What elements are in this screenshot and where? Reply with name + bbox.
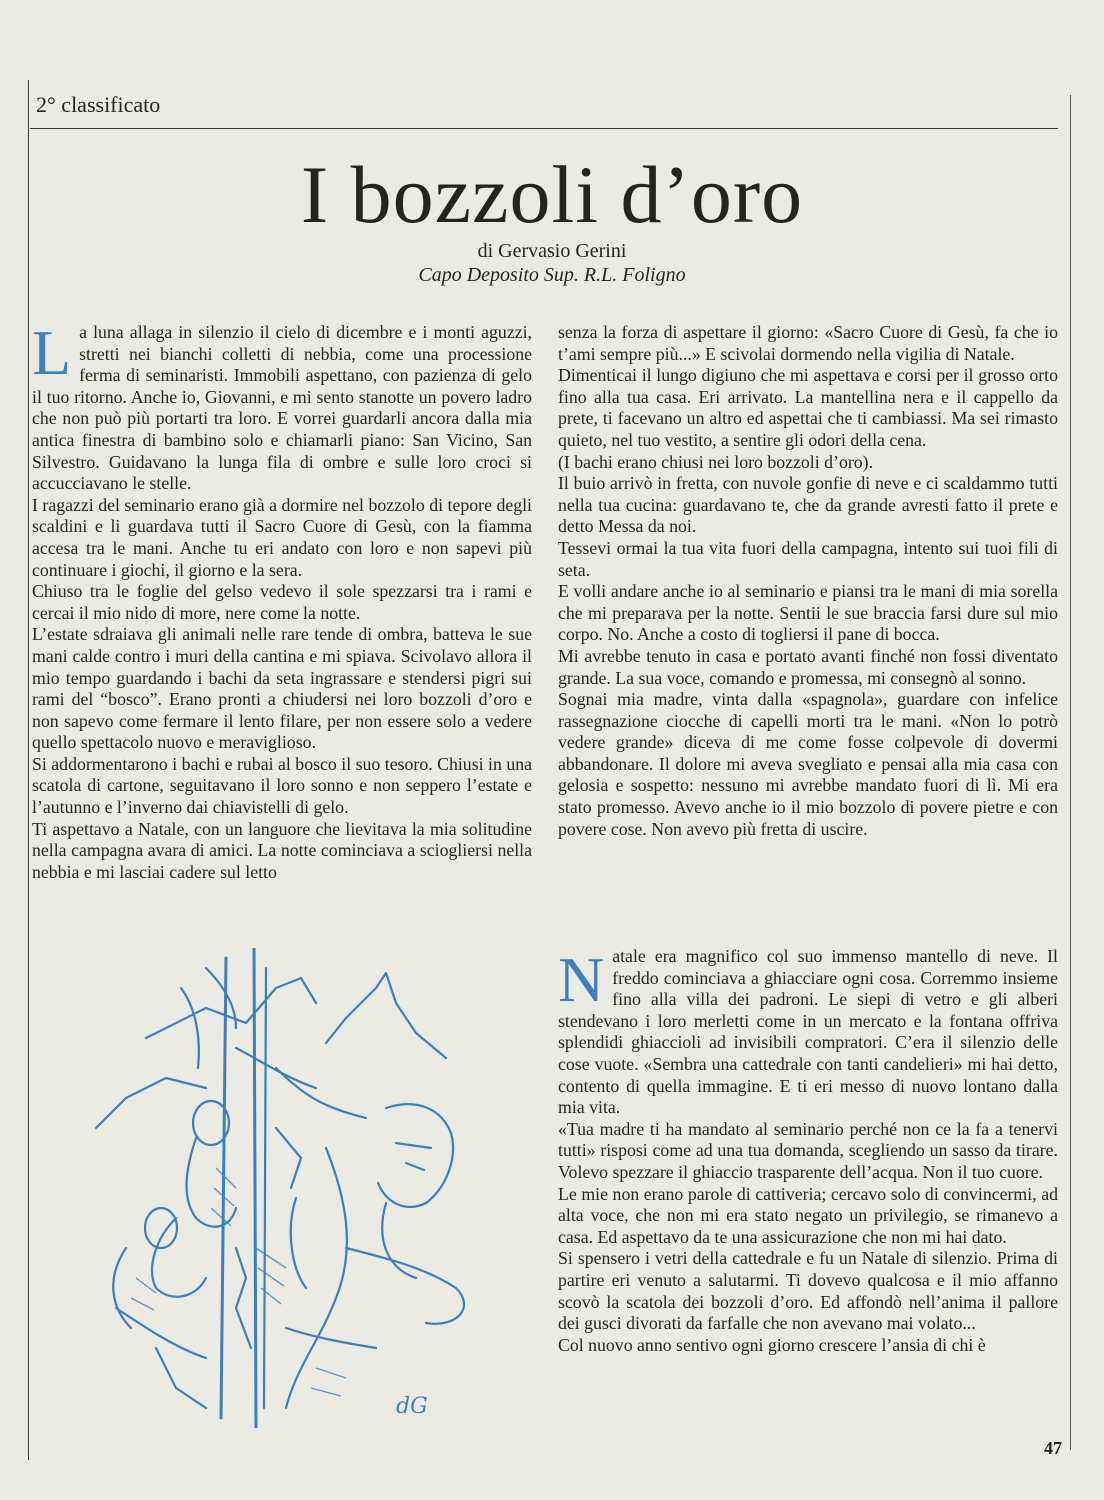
paragraph: (I bachi erano chiusi nei loro bozzoli d’oro).	[558, 451, 874, 472]
page-number: 47	[1044, 1438, 1062, 1458]
paragraph: «Tua madre ti ha mandato al seminario perché non ce la fa a tenervi tutti» risposi come ad una tua domanda, scegliendo un sasso da tirare. Volevo spezzare il ghiaccio trasparente dell’acqua. Non il tuo cuore.	[558, 1118, 1058, 1182]
right-margin-rule	[1070, 95, 1071, 1450]
blue-ink-illustration	[86, 948, 486, 1428]
drop-cap: N	[558, 944, 605, 1015]
paragraph: Sognai mia madre, vinta dalla «spagnola», guardare con infelice rassegnazione ciocche di capelli morti tra le mani. «Non lo potrò vedere grande» diceva di me come fosse colpevole di dovermi abbandonare. Il dolore mi aveva svegliato e pensai alla mia casa con gelosia e sospetto: nessuno mi avrebbe mandato fuori di lì. Mi era stato promesso. Avevo anche io il mio bozzolo di povere pietre e con povere cose. Non avevo più fretta di uscire.	[558, 689, 1058, 839]
illustration-signature: dG	[396, 1394, 428, 1419]
right-column-top	[558, 322, 1058, 840]
paragraph: Il buio arrivò in fretta, con nuvole gonfie di neve e ci scaldammo tutti nella tua cucina: guardavano te, che da grande avresti fatto il prete e detto Messa da noi.	[558, 473, 1058, 537]
paragraph: Dimenticai il lungo digiuno che mi aspettava e corsi per il grosso orto fino alla tua casa. Eri arrivato. La mantellina nera e il cappello da prete, ti facevano un altro ed aspettai che ti cambiassi. Ma sei rimasto quieto, nel tuo vestito, a sentire gli odori della cena.	[558, 365, 1058, 450]
paragraph: La luna allaga in silenzio il cielo di dicembre e i monti aguzzi, stretti nei bianchi colletti di nebbia, come una processione ferma di seminaristi. Immobili aspettano, con pazienza di gelo il tuo ritorno. Anche io, Giovanni, e mi sento stanotte un povero ladro che non può più portarti tra loro. E vorrei guardarli ancora dalla mia antica finestra di bambino solo e chiamarli piano: San Vicino, San Silvestro. Guidavano la lunga fila di ombre e sulle loro croci si accucciavano le stelle.	[32, 317, 532, 494]
paragraph: Le mie non erano parole di cattiveria; cercavo solo di convincermi, ad alta voce, che non mi era stato negato un privilegio, se rimanevo a casa. Ed aspettavo da te una assicurazione che non mi hai dato.	[558, 1183, 1058, 1247]
paragraph: I ragazzi del seminario erano già a dormire nel bozzolo di tepore degli scaldini e li guardava tutti il Sacro Cuore di Gesù, con la fiamma accesa tra le mani. Anche tu eri andato con loro e non sapevi più continuare i giochi, il giorno e la sera.	[32, 494, 532, 580]
paragraph: Si spensero i vetri della cattedrale e fu un Natale di silenzio. Prima di partire eri venuto a salutarmi. Ti dovevo qualcosa e il mio affanno scovò la scatola dei bozzoli d’oro. Ed affondò nell’anima il pallore dei gusci divorati da farfalle che non avevano mai volato...	[558, 1248, 1058, 1334]
paragraph: Si addormentarono i bachi e rubai al bosco il suo tesoro. Chiusi in una scatola di cartone, seguitavano il loro sonno e non seppero l’estate e l’autunno e l’inverno dai chiavistelli di gelo.	[32, 753, 532, 818]
article-title: I bozzoli d’oro	[300, 149, 804, 240]
right-column-bottom	[558, 946, 1058, 1356]
section-label: 2° classificato	[36, 92, 161, 117]
header-divider	[30, 128, 1058, 129]
left-column	[32, 317, 532, 883]
paragraph: Ti aspettavo a Natale, con un languore che lievitava la mia solitudine nella campagna avara di amici. La notte cominciava a sciogliersi nella nebbia e mi lasciai cadere sul letto	[32, 818, 532, 882]
author-affiliation: Capo Deposito Sup. R.L. Foligno	[418, 264, 686, 286]
paragraph: senza la forza di aspettare il giorno: «Sacro Cuore di Gesù, fa che io t’ami sempre più...» E scivolai dormendo nella vigilia di Natale.	[558, 322, 1058, 364]
paragraph: L’estate sdraiava gli animali nelle rare tende di ombra, batteva le sue mani calde contro i muri della cantina e mi spiava. Scivolavo allora il mio tempo guardando i bachi da seta ingrassare e stendersi pigri sui rami del “bosco”. Erano pronti a chiudersi nei loro bozzoli d’oro e non sapevo come fermare il lento filare, per non essere solo a vedere quello spettacolo nuovo e meraviglioso.	[32, 624, 532, 753]
drop-cap: L	[32, 317, 72, 388]
paragraph: Tessevi ormai la tua vita fuori della campagna, intento sui tuoi fili di seta.	[558, 537, 1058, 580]
paragraph: E volli andare anche io al seminario e piansi tra le mani di mia sorella che mi preparava per la notte. Sentii le sue braccia farsi dure sul mio corpo. No. Anche a costo di togliersi il pane di bocca.	[558, 581, 1058, 645]
article-byline: di Gervasio Gerini	[477, 240, 627, 262]
paragraph: Chiuso tra le foglie del gelso vedevo il sole spezzarsi tra i rami e cercai il mio nido di more, nere come la notte.	[32, 581, 532, 623]
paragraph: Col nuovo anno sentivo ogni giorno crescere l’ansia di chi è	[558, 1334, 986, 1355]
paragraph: Mi avrebbe tenuto in casa e portato avanti finché non fossi diventato grande. La sua voce, comando e promessa, mi consegnò al sonno.	[558, 645, 1058, 688]
paragraph: Natale era magnifico col suo immenso mantello di neve. Il freddo cominciava a ghiacciare ogni cosa. Corremmo insieme fino alla villa dei padroni. Le siepi di vetro e gli alberi stendevano i loro merletti come in un mercato e la fontana offriva splendidi ghiaccioli ad invisibili compratori. C’era il silenzio delle cose vuote. «Sembra una cattedrale con tanti candelieri» mi hai detto, contento di quella immagine. E ti eri messo di nuovo lontano dalla mia vita.	[558, 944, 1058, 1118]
